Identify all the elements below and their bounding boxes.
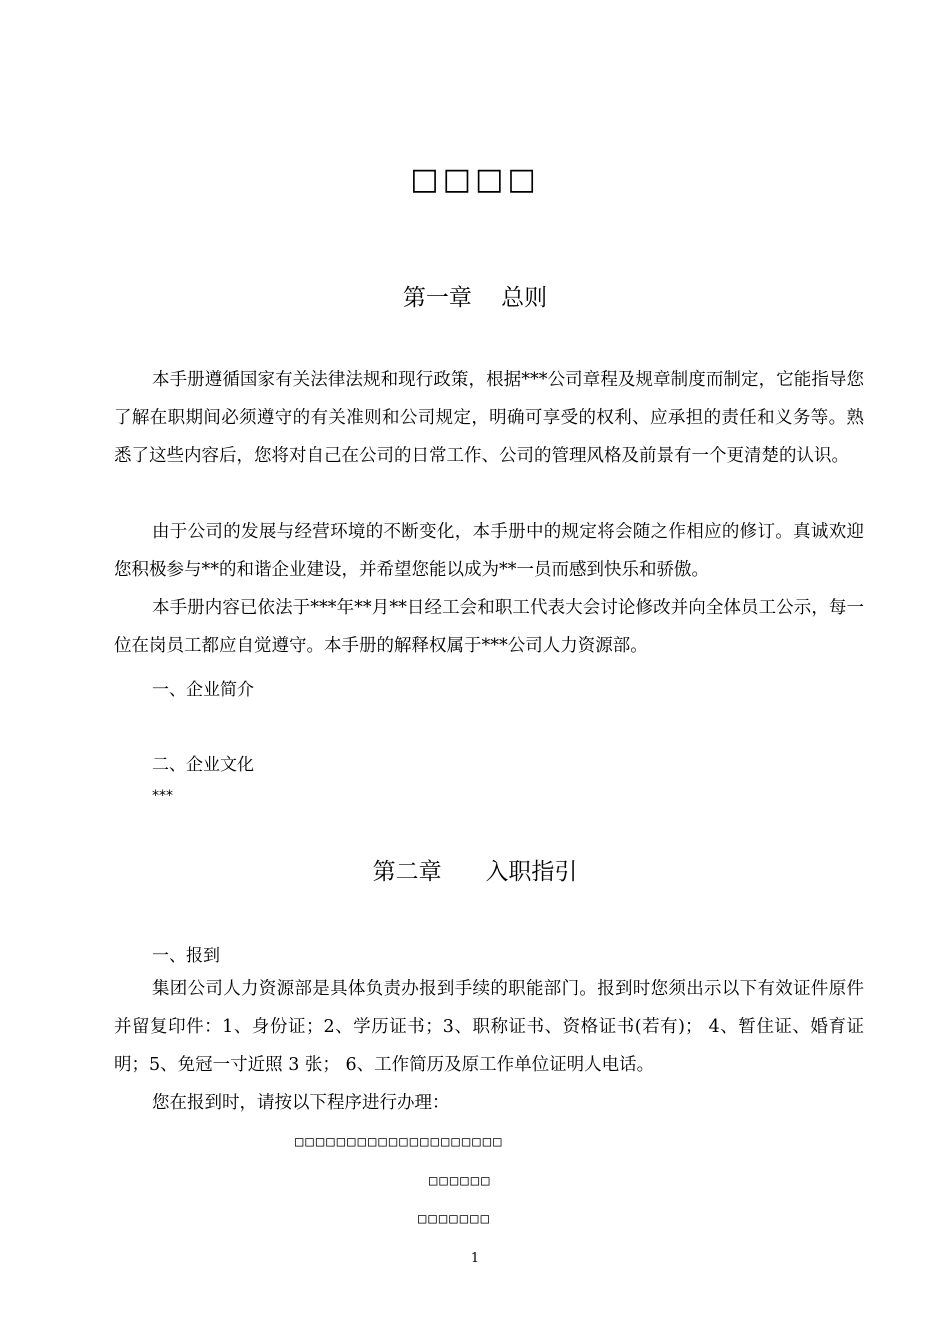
procedure-line-2: □□□□□□ [429, 1173, 492, 1189]
section-report: 一、报到 [152, 946, 220, 966]
section-company-culture: 二、企业文化 [152, 755, 254, 775]
chapter-1-paragraph-1: 本手册遵循国家有关法律法规和现行政策，根据***公司章程及规章制度而制定，它能指导您了解在职期间必须遵守的有关准则和公司规定，明确可享受的权利、应承担的责任和义务等。熟悉了这些内容后，您将对自己在公司的日常工作、公司的管理风格及前景有一个更清楚的认识。 [114, 370, 864, 466]
company-culture-body: *** [152, 788, 173, 804]
document-title: □□□□ [410, 162, 540, 197]
page-number: 1 [470, 1251, 480, 1266]
chapter-1-paragraph-2: 由于公司的发展与经营环境的不断变化，本手册中的规定将会随之作相应的修订。真诚欢迎您积极参与**的和谐企业建设，并希望您能以成为**一员而感到快乐和骄傲。 [114, 522, 864, 580]
chapter-2-paragraph-2: 您在报到时，请按以下程序进行办理： [152, 1093, 450, 1113]
section-company-intro: 一、企业简介 [152, 680, 254, 700]
chapter-1-title: 第一章 总则 [402, 285, 548, 311]
chapter-2-title: 第二章 入职指引 [372, 859, 578, 885]
chapter-2-paragraph-1: 集团公司人力资源部是具体负责办报到手续的职能部门。报到时您须出示以下有效证件原件并留复印件：1、身份证；2、学历证书；3、职称证书、资格证书(若有)； 4、暂住证、婚育证明；5、免冠一寸近照 3 张； 6、工作简历及原工作单位证明人电话。 [114, 979, 864, 1075]
procedure-line-1: □□□□□□□□□□□□□□□□□□□□ [295, 1134, 504, 1150]
procedure-line-3: □□□□□□□ [418, 1211, 492, 1227]
chapter-1-paragraph-3: 本手册内容已依法于***年**月**日经工会和职工代表大会讨论修改并向全体员工公示，每一位在岗员工都应自觉遵守。本手册的解释权属于***公司人力资源部。 [114, 598, 864, 656]
